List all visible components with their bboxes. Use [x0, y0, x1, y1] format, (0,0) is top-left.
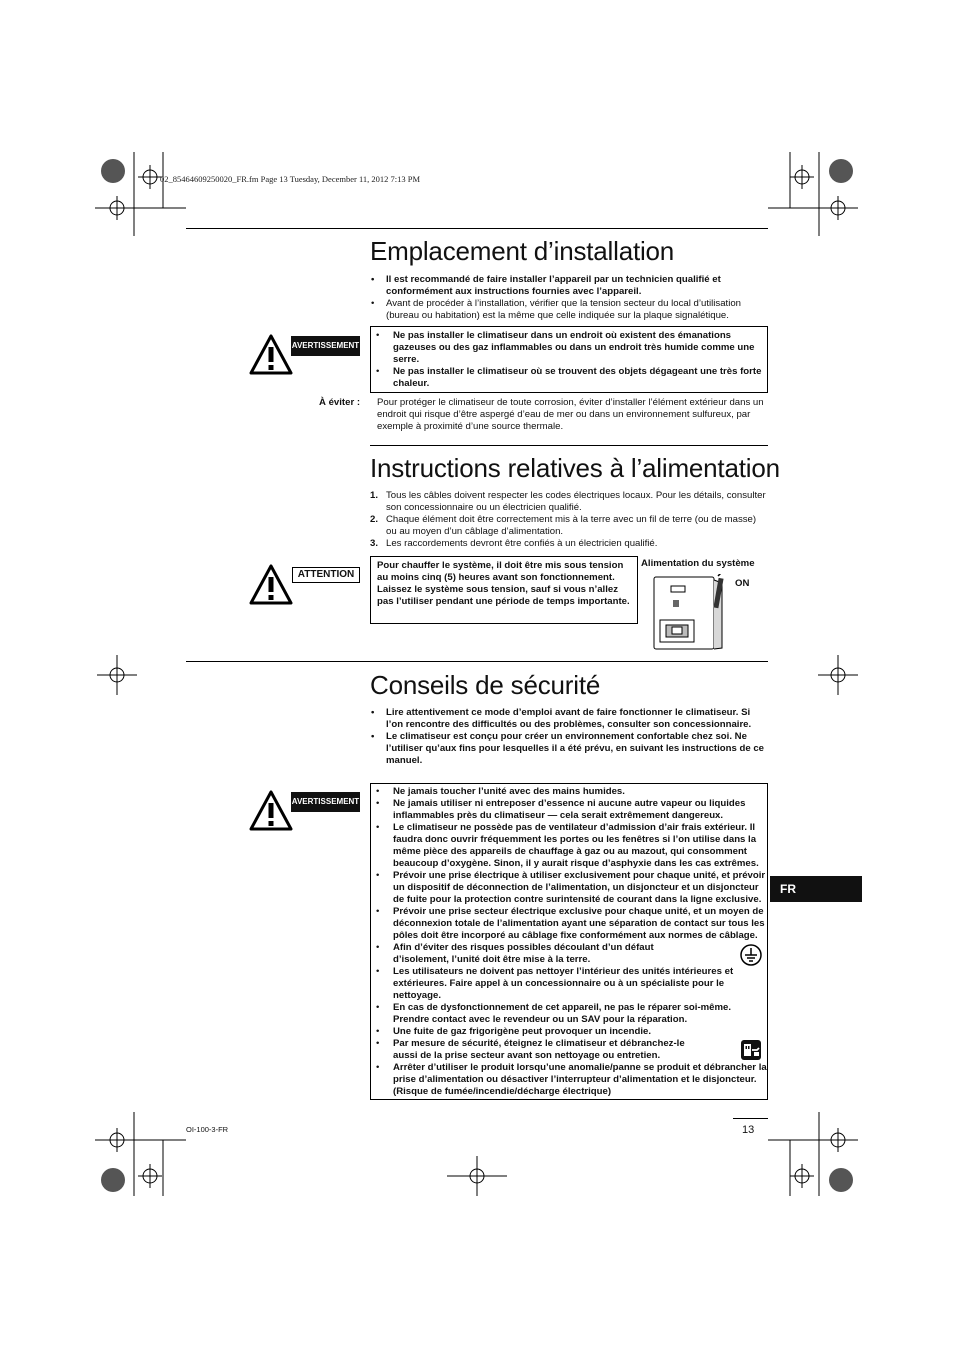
- list-item: • Le climatiseur est conçu pour créer un environnement confortable chez soi. Ne l’utiliser qu’aux fins pour lesquelles il a été prévu, en suivant les instructions de ce manuel.: [370, 731, 768, 767]
- figure-caption: Alimentation du système: [641, 558, 755, 569]
- item-number: 2.: [370, 514, 379, 525]
- power-switch-illustration: [652, 574, 732, 652]
- safety-bullets: [370, 707, 768, 767]
- list-item: • Arrêter d’utiliser le produit lorsqu’une anomalie/panne se produit et débrancher la prise d’alimentation ou désactiver l’interrupteur d’alimentation et le disjoncteur. (Risque de fumée/incendie/décharge électrique): [371, 1062, 767, 1098]
- list-item: [370, 514, 768, 538]
- list-item: [370, 490, 768, 514]
- installation-bullets: [370, 274, 768, 322]
- section-title-safety: Conseils de sécurité: [370, 670, 601, 700]
- avoid-label: À éviter :: [319, 397, 361, 408]
- list-item: • Les utilisateurs ne doivent pas nettoyer l’intérieur des unités intérieures et extérieures. Faire appel à un concessionnaire ou à un spécialiste pour le nettoyage.: [371, 966, 767, 1002]
- list-item: • Ne jamais toucher l’unité avec des mains humides.: [371, 786, 767, 798]
- list-item: • Ne pas installer le climatiseur où se trouvent des objets dégageant une très forte chaleur.: [371, 366, 767, 390]
- list-item: • Par mesure de sécurité, éteignez le climatiseur et débranchez-le aussi de la prise secteur avant son nettoyage ou entretien.: [371, 1038, 767, 1062]
- warning-triangle-icon: [249, 789, 293, 832]
- page-number-rule: [733, 1118, 768, 1119]
- caution-triangle-icon: [249, 563, 293, 606]
- list-item: • Une fuite de gaz frigorigène peut provoquer un incendie.: [371, 1026, 767, 1038]
- list-item: • Prévoir une prise électrique à utiliser exclusivement pour chaque unité, et prévoir un dispositif de déconnection de l’alimentation, un disjoncteur et un disjoncteur de fuite pour la protection contre surintensité de courant dans la ligne exclusive.: [371, 870, 767, 906]
- figure-on-label: ON: [735, 578, 750, 589]
- unplug-icon: [740, 1039, 762, 1061]
- power-instructions-list: [370, 490, 768, 550]
- warning-label: AVERTISSEMENT: [291, 336, 360, 356]
- language-tab-fr: FR: [770, 876, 862, 902]
- list-item: • Afin d’éviter des risques possibles découlant d’un défaut d’isolement, l’unité doit être mise à la terre.: [371, 942, 767, 966]
- section-divider: [370, 445, 768, 446]
- attention-label: ATTENTION: [292, 567, 360, 583]
- section-divider: [186, 661, 768, 662]
- attention-box: Pour chauffer le système, il doit être mis sous tension au moins cinq (5) heures avant son fonctionnement. Laissez le système sous tension, sauf si vous n’allez pas l’utiliser pendant une période de temps importante.: [370, 556, 638, 624]
- list-item: • Il est recommandé de faire installer l’appareil par un technicien qualifié et conformément aux instructions fournies avec l’appareil.: [370, 274, 768, 298]
- section-title-installation: Emplacement d’installation: [370, 236, 675, 266]
- list-item: • Avant de procéder à l’installation, vérifier que la tension secteur du local d’utilisation (bureau ou habitation) est la même que celle indiquée sur la plaque signalétique.: [370, 298, 768, 322]
- item-text: Tous les câbles doivent respecter les codes électriques locaux. Pour les détails, consulter son concessionnaire ou un électricien qualifié.: [386, 490, 766, 513]
- warning-label: AVERTISSEMENT: [291, 792, 360, 812]
- ground-earth-icon: [740, 944, 762, 966]
- file-info-line: 02_85464609250020_FR.fm Page 13 Tuesday, December 11, 2012 7:13 PM: [160, 174, 421, 184]
- item-text: Les raccordements devront être confiés à un électricien qualifié.: [386, 538, 658, 549]
- list-item: • En cas de dysfonctionnement de cet appareil, ne pas le réparer soi-même. Prendre contact avec le revendeur ou un SAV pour la réparation.: [371, 1002, 767, 1026]
- page-number: 13: [742, 1124, 755, 1136]
- item-number: 3.: [370, 538, 379, 549]
- avoid-text: Pour protéger le climatiseur de toute corrosion, éviter d’installer l’élément extérieur dans un endroit qui risque d’être aspergé d’eau de mer ou dans un environnement sulfureux, par exemple à proximité d’une source thermale.: [377, 397, 764, 432]
- list-item: • Prévoir une prise secteur électrique exclusive pour chaque unité, et un moyen de déconnexion totale de l’alimentation ayant une séparation de contact sur tous les pôles doit être incorporé au câblage fixe conformément aux normes de câblage.: [371, 906, 767, 942]
- safety-warning-box: [370, 783, 768, 1100]
- list-item: • Ne jamais utiliser ni entreposer d’essence ni aucune autre vapeur ou liquides inflammables près du climatiseur — cela serait extrêmement dangereux.: [371, 798, 767, 822]
- list-item: [370, 538, 768, 550]
- item-text: Chaque élément doit être correctement mis à la terre avec un fil de terre (ou de masse) ou au moyen d’un câblage d’alimentation.: [386, 514, 757, 537]
- list-item: • Ne pas installer le climatiseur dans un endroit où existent des émanations gazeuses ou des gaz inflammables ou dans un endroit très humide comme une serre.: [371, 330, 767, 366]
- installation-warning-box: [370, 326, 768, 393]
- warning-triangle-icon: [249, 333, 293, 376]
- document-code: OI-100-3-FR: [186, 1125, 229, 1134]
- section-title-power: Instructions relatives à l’alimentation: [370, 453, 780, 483]
- list-item: • Lire attentivement ce mode d’emploi avant de faire fonctionner le climatiseur. Si l’on rencontre des difficultés ou des problèmes, consulter son concessionnaire.: [370, 707, 768, 731]
- list-item: • Le climatiseur ne possède pas de ventilateur d’admission d’air frais extérieur. Il faudra donc ouvrir fréquemment les portes ou les fenêtres si l’on utilise dans la même pièce des appareils de chauffage à gaz ou au mazout, qui consomment beaucoup d’oxygène. Sinon, il y aurait risque d’asphyxie dans les cas extrêmes.: [371, 822, 767, 870]
- item-number: 1.: [370, 490, 379, 501]
- section-divider: [186, 228, 768, 229]
